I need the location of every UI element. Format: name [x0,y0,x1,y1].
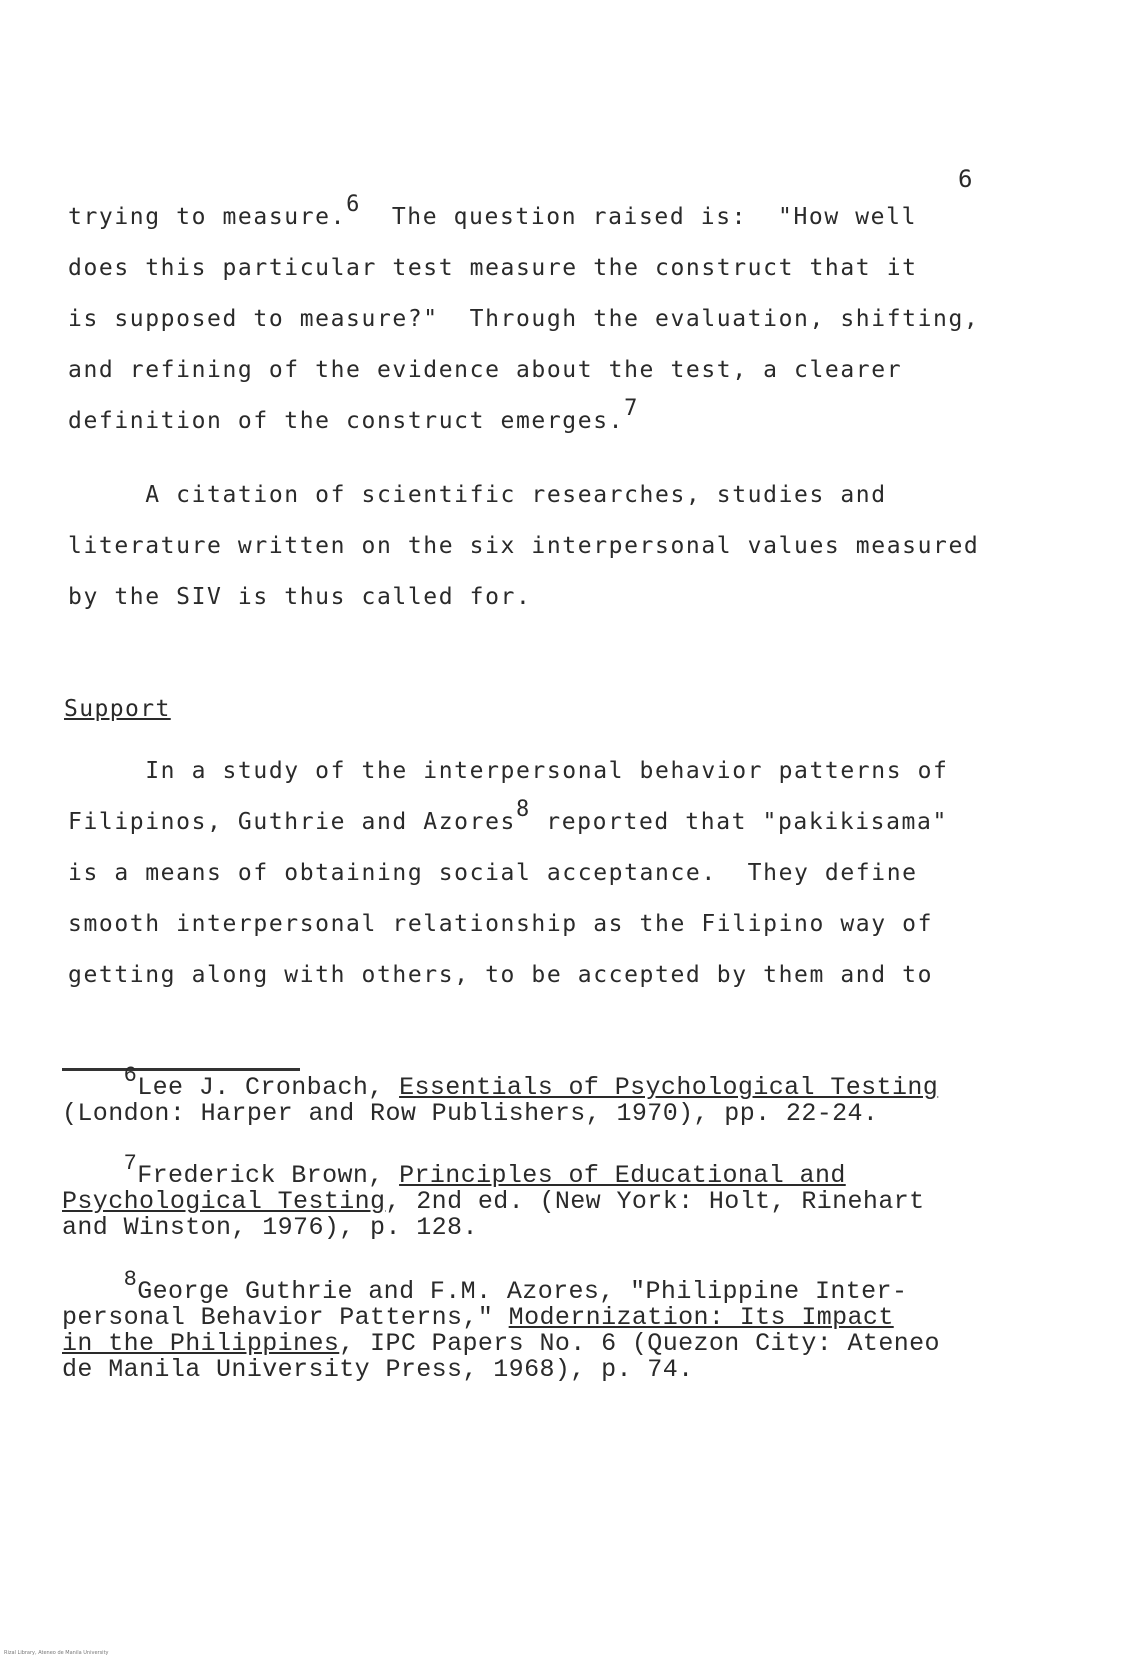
footnote-6 [62,1062,939,1128]
footnote-line [62,1062,939,1102]
footnote-reference: 7 [624,396,639,422]
footnote-text: George Guthrie and F.M. Azores, "Philippine Inter- [137,1277,908,1306]
text-line: A citation of scientific researches, studies and [68,482,887,508]
footnote-text: personal Behavior Patterns," [62,1303,509,1332]
line-text: smooth interpersonal relationship as the Filipino way of [68,911,934,937]
footnote-line [62,1150,925,1190]
footnote-text: , IPC Papers No. 6 (Quezon City: Ateneo [339,1329,940,1358]
line-text: reported that "pakikisama" [530,809,948,835]
line-text: In a study of the interpersonal behavior patterns of [68,758,949,784]
text-line [68,758,949,784]
line-text: and refining of the evidence about the test, a clearer [68,357,903,383]
text-line [68,396,639,434]
footnote-text: and Winston, 1976), p. 128. [62,1213,478,1242]
text-line: by the SIV is thus called for. [68,584,532,610]
section-heading: Support [64,696,171,722]
footnote-text: de Manila University Press, 1968), p. 74. [62,1355,694,1384]
footnote-reference: 8 [515,797,531,823]
footnote-text: Lee J. Cronbach, [137,1073,400,1102]
cited-title: Essentials of Psychological Testing [399,1073,939,1102]
line-text: definition of the construct emerges. [68,408,625,434]
footnote-divider [62,1068,300,1071]
line-text: Filipinos, Guthrie and Azores [68,809,516,835]
footnote-reference: 6 [346,192,361,218]
line-text: does this particular test measure the construct that it [68,255,918,281]
line-text: trying to measure. [68,204,347,230]
footnote-text [62,1161,124,1190]
footnote-line [62,1266,940,1306]
text-line [68,860,918,886]
text-line: literature written on the six interpersonal values measured [68,533,980,559]
footnote-text: (London: Harper and Row Publishers, 1970), pp. 22-24. [62,1099,879,1128]
footnote-line [62,1101,938,1127]
footnote-line [62,1305,940,1331]
footnote-number: 6 [123,1062,138,1088]
cited-title: Psychological Testing [62,1187,386,1216]
text-line [68,255,918,281]
text-line [68,962,933,988]
cited-title: Modernization: Its Impact [508,1303,894,1332]
footnote-text [62,1277,124,1306]
footnote-number: 8 [123,1266,138,1292]
text-line [68,911,933,937]
text-line [68,797,948,835]
footnote-line [62,1215,925,1241]
page-number: 6 [958,165,973,193]
cited-title: Principles of Educational and [399,1161,846,1190]
archive-footer: Rizal Library, Ateneo de Manila University [4,1650,109,1656]
line-text: is a means of obtaining social acceptance. They define [68,860,918,886]
footnote-text: , 2nd ed. (New York: Holt, Rinehart [385,1187,925,1216]
line-text: The question raised is: "How well [360,204,918,230]
line-text: getting along with others, to be accepted by them and to [68,962,934,988]
cited-title: in the Philippines [62,1329,340,1358]
text-line [68,306,979,332]
footnote-number: 7 [123,1150,138,1176]
footnote-line [62,1357,940,1383]
footnote-8 [62,1266,940,1384]
line-text: is supposed to measure?" Through the evaluation, shifting, [68,306,980,332]
footnote-line [62,1331,940,1357]
footnote-text [62,1073,124,1102]
footnote-text: Frederick Brown, [137,1161,400,1190]
footnote-line [62,1189,925,1215]
text-line [68,192,918,230]
footnote-7 [62,1150,925,1242]
text-line [68,357,902,383]
